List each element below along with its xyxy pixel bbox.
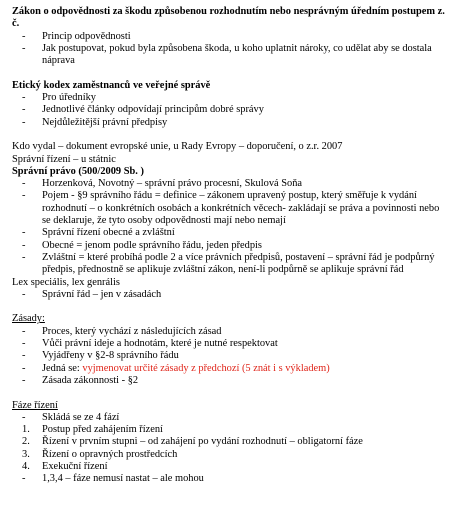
dash-marker: -	[22, 116, 26, 128]
list-item: - Pojem - §9 správního řádu = definice – zákonem upravený postup, který směřuje k vydání rozhodnutí – o konkrétních osobách a konkrétních věcech- zakládají se práva a povinnosti nebo se deklaruje, že tyto osoby odpovědnosti mají nebo nemají	[22, 190, 440, 227]
list-faze-steps	[12, 424, 446, 473]
dash-marker: -	[22, 362, 26, 374]
list-item: 1. Postup před zahájením řízení	[22, 424, 163, 436]
section-title-zakon-odpovednost: Zákon o odpovědnosti za škodu způsobenou rozhodnutím nebo nesprávným úředním postupem z. č.	[12, 6, 448, 30]
list-item: - Zvláštní = které probíhá podle 2 a více právních předpisů, postavení – správní řád je podpůrný předpis, přednostně se aplikuje zvláštní zákon, není-li podpůrně se aplikuje správní řád	[22, 251, 435, 276]
list-item: - Princip odpovědnosti	[22, 30, 131, 42]
list-item: - Jednotlivé články odpovídají principům dobré správy	[22, 104, 264, 116]
dash-marker: -	[22, 92, 26, 104]
list-item: - Správní řízení obecné a zvláštní	[22, 227, 175, 239]
dash-marker: -	[22, 374, 26, 386]
list-item: - Nejdůležitější právní předpisy	[22, 116, 168, 128]
number-marker: 1.	[22, 424, 30, 436]
dash-marker: -	[22, 42, 26, 54]
dash-marker: -	[22, 411, 26, 423]
list-item: - Skládá se ze 4 fází	[22, 411, 120, 423]
highlighted-note: vyjmenovat určité zásady z předchozí (5 znát i s výkladem)	[82, 362, 330, 374]
list-item: 3. Řízení o opravných prostředcích	[22, 448, 178, 460]
dash-marker: -	[22, 190, 26, 202]
number-marker: 2.	[22, 436, 30, 448]
section-title-spravni-pravo: Správní právo (500/2009 Sb. )	[12, 165, 144, 177]
list-item: - 1,3,4 – fáze nemusí nastat – ale mohou	[22, 473, 204, 485]
list-item: - Obecné = jenom podle správního řádu, jeden předpis	[22, 239, 262, 251]
list-lex	[12, 289, 446, 301]
list-item: 4. Exekuční řízení	[22, 460, 108, 472]
dash-marker: -	[22, 338, 26, 350]
list-spravni-pravo	[12, 178, 446, 276]
list-item: - Proces, který vychází z následujících zásad	[22, 325, 222, 337]
dash-marker: -	[22, 251, 26, 263]
dash-marker: -	[22, 104, 26, 116]
list-faze-intro	[12, 412, 446, 424]
list-item: - Jedná se: vyjmenovat určité zásady z předchozí (5 znát i s výkladem)	[22, 362, 330, 374]
number-marker: 4.	[22, 460, 30, 472]
dash-marker: -	[22, 325, 26, 337]
list-item: - Horzenková, Novotný – správní právo procesní, Skulová Soňa	[22, 178, 303, 190]
list-item: 2. Řízení v prvním stupni – od zahájení po vydání rozhodnutí – obligatorní fáze	[22, 436, 363, 448]
list-faze-outro	[12, 473, 446, 485]
number-marker: 3.	[22, 448, 30, 460]
paragraph-spravni-rizeni: Správní řízení – u státnic	[12, 153, 116, 165]
list-item: - Zásada zákonnosti - §2	[22, 374, 139, 386]
list-zakon-odpovednost	[12, 31, 446, 68]
dash-marker: -	[22, 239, 26, 251]
dash-marker: -	[22, 288, 26, 300]
list-item: - Jak postupovat, pokud byla způsobena škoda, u koho uplatnit nároky, co udělat aby se dostala náprava	[22, 42, 432, 67]
dash-marker: -	[22, 473, 26, 485]
dash-marker: -	[22, 30, 26, 42]
paragraph-kdo-vydal: Kdo vydal – dokument evropské unie, u Rady Evropy – doporučení, o z.r. 2007	[12, 141, 343, 153]
paragraph-lex: Lex speciális, lex genrális	[12, 276, 120, 288]
section-title-eticky-kodex: Etický kodex zaměstnanců ve veřejné správě	[12, 79, 211, 91]
list-item: - Správní řád – jen v zásadách	[22, 288, 162, 300]
dash-marker: -	[22, 350, 26, 362]
dash-marker: -	[22, 227, 26, 239]
list-item: - Pro úředníky	[22, 92, 96, 104]
list-item: - Vyjádřeny v §2-8 správního řádu	[22, 350, 179, 362]
list-zasady	[12, 326, 446, 387]
dash-marker: -	[22, 178, 26, 190]
list-eticky-kodex	[12, 92, 446, 129]
list-item: - Vůči právní ideje a hodnotám, které je nutné respektovat	[22, 338, 278, 350]
section-title-faze-rizeni: Fáze řízení	[12, 399, 58, 411]
section-title-zasady: Zásady:	[12, 313, 45, 325]
